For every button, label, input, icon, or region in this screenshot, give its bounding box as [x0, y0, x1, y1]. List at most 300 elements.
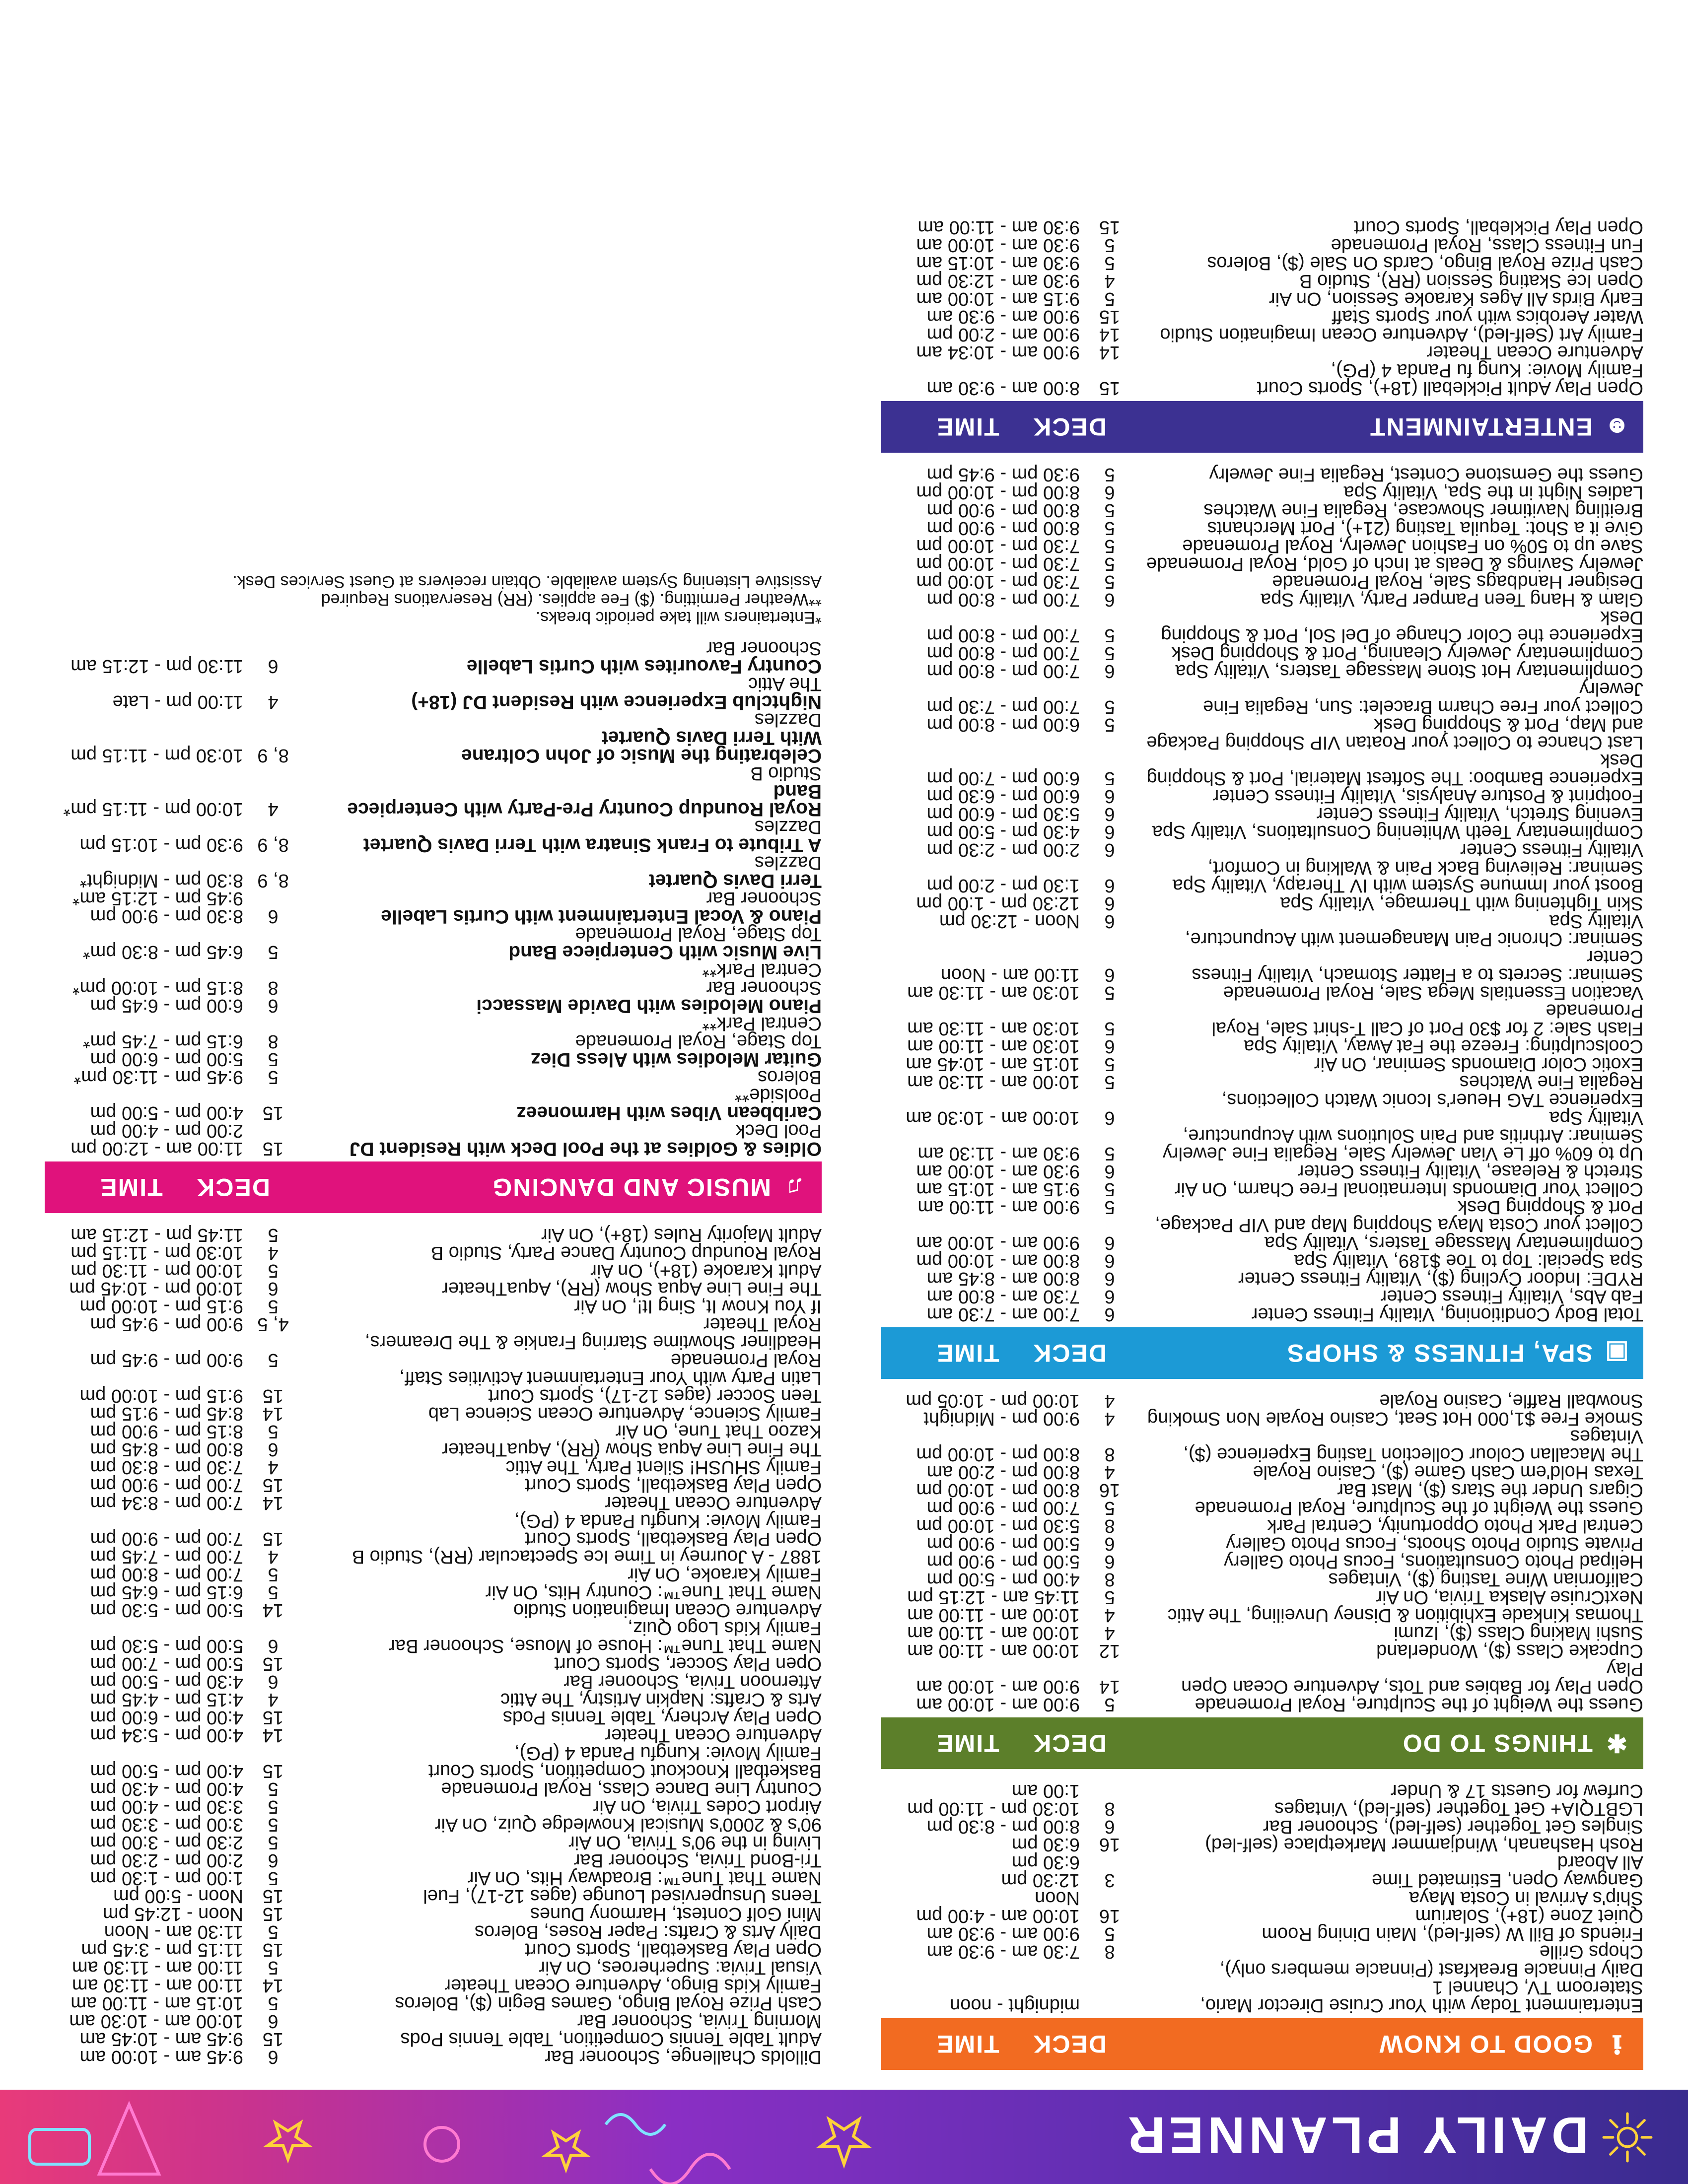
event-time: Noon: [1035, 1888, 1080, 1909]
event-row: [45, 907, 822, 925]
event-time: 10:30 pm - 11:00 pm: [907, 1798, 1080, 1819]
event-name: Save up to 50% on Fashion Jewelry, Royal Promenade: [1182, 536, 1643, 556]
event-name: Celebrating the Music of John Coltrane: [461, 745, 822, 766]
event-name: Living in the 90's Trivia, On Air: [568, 1832, 822, 1853]
event-row: [45, 747, 822, 764]
event-deck: 14: [1099, 1676, 1121, 1697]
section-title: THINGS TO DO: [1402, 1729, 1593, 1757]
event-time: 6:30 pm: [1011, 1834, 1080, 1855]
event-deck: 5: [1104, 714, 1115, 735]
event-row: [45, 1637, 822, 1655]
event-time: 9:45 am - 10:45 am: [79, 2029, 243, 2049]
event-time: 9:30 am - 10:00 am: [916, 1161, 1080, 1182]
event-time: 8:15 pm - 10:00 pm*: [72, 977, 243, 998]
event-name: Family Movie: Kungfu Panda 4 (PG),: [514, 1743, 822, 1764]
event-name: Daily Pinnacle Breakfast (Pinnacle members only),: [1219, 1959, 1643, 1980]
event-time: 9:00 am - 10:00 am: [916, 1676, 1080, 1697]
deck-header: DECK: [1032, 2030, 1107, 2058]
event-row: [881, 1517, 1643, 1535]
event-time: 10:00 pm - 11:30 pm: [70, 1260, 243, 1281]
event-time: Noon - 12:30 pm: [939, 911, 1080, 932]
event-name: Regalia Fine Watches: [1459, 1072, 1643, 1092]
event-time: 7:00 pm - 9:00 pm: [926, 1498, 1080, 1518]
event-name: Royal Roundup Country Dance Party, Studio B: [430, 1242, 822, 1263]
event-deck: 16: [1099, 1906, 1121, 1926]
event-deck: 15: [262, 1475, 284, 1496]
event-row: [45, 872, 822, 889]
event-row: [45, 1297, 822, 1315]
event-time: 5:00 pm - 5:30 pm: [90, 1636, 243, 1656]
event-deck: 6: [1104, 1036, 1115, 1057]
event-name: Cash Prize Royal Bingo, Cards On Sale ($), Boleros: [1207, 253, 1643, 273]
event-row: [881, 1570, 1643, 1588]
event-name: Poolside**: [734, 1085, 822, 1105]
event-name: Adult Majority Rules (18+), On Air: [541, 1225, 822, 1245]
event-time: 7:00 pm - 9:00 pm: [90, 1528, 243, 1549]
footnote: *Entertainers will take periodic breaks.: [535, 608, 822, 627]
event-name: Headliner Showtime Starring Frankie & The Dreamers,: [364, 1332, 822, 1353]
event-row: [881, 1091, 1643, 1109]
event-time: 9:30 am - 10:00 am: [916, 235, 1080, 256]
event-row: [881, 379, 1643, 397]
event-name: Central Park**: [702, 1013, 822, 1034]
event-deck: 6: [268, 1671, 279, 1692]
event-list: [881, 1782, 1643, 2018]
event-deck: 5: [1104, 553, 1115, 574]
event-time: 1:00 am: [1011, 1780, 1080, 1801]
event-row: [881, 1288, 1643, 1305]
event-time: 9:15 pm - 10:00 pm: [79, 1296, 243, 1317]
event-deck: 3: [1104, 1870, 1115, 1891]
event-deck: 6: [268, 906, 279, 927]
event-deck: 5: [1104, 235, 1115, 256]
event-row: [45, 764, 822, 782]
event-row: [881, 501, 1643, 519]
event-name: Quiet Zone (18+), Solarium: [1415, 1906, 1643, 1926]
event-row: [881, 1002, 1643, 1037]
event-deck: 5: [1104, 464, 1115, 485]
event-time: 10:00 am - 4:00 pm: [916, 1906, 1080, 1926]
event-row: [45, 1691, 822, 1708]
event-deck: 6: [1104, 482, 1115, 503]
event-deck: 6: [268, 1850, 279, 1871]
event-deck: 5: [1104, 1498, 1115, 1518]
event-deck: 6: [1104, 1250, 1115, 1271]
event-deck: 5: [1104, 1587, 1115, 1608]
event-time: 9:00 am - 2:00 pm: [926, 324, 1080, 345]
event-name: Adventure Ocean Theater: [605, 1493, 822, 1513]
event-list: [881, 218, 1643, 401]
event-name: Last Chance to Collect your Roatan VIP Shopping Package: [1146, 732, 1643, 753]
event-time: 4:30 pm - 5:00 pm: [926, 821, 1080, 842]
event-name: Seminar: Arthritis and Pain Solutions with Acupuncture,: [1183, 1125, 1643, 1146]
music-note-icon: ♫: [785, 1173, 805, 1201]
event-name: Open Ice Skating Session (RR), Studio B: [1299, 271, 1643, 291]
event-row: [881, 1943, 1643, 1961]
event-deck: 6: [268, 1278, 279, 1299]
event-name: Name That Tune™: Country Hits, On Air: [485, 1582, 822, 1603]
event-time: 2:00 pm - 2:30 pm: [90, 1850, 243, 1871]
event-deck: 6: [1104, 1551, 1115, 1572]
event-name: Latin Party with Your Entertainment Activities Staff,: [399, 1367, 822, 1388]
event-deck: 5: [1104, 1143, 1115, 1164]
event-name: Open Play Basketball, Sports Court: [525, 1939, 822, 1960]
event-deck: 5: [268, 1049, 279, 1070]
event-deck: 8: [1104, 1515, 1115, 1536]
event-row: [881, 1463, 1643, 1481]
event-name: Adult Table Tennis Competition, Table Tennis Pods: [400, 2029, 822, 2049]
section-title: MUSIC AND DANCING: [492, 1173, 771, 1201]
event-time: 4:00 pm - 5:00 pm: [90, 1761, 243, 1781]
event-time: 9:00 pm - 9:45 pm: [90, 1350, 243, 1370]
event-deck: 14: [262, 1493, 284, 1513]
event-deck: 5: [268, 1260, 279, 1281]
event-name: and Map, Port & Shopping Desk: [1374, 714, 1643, 735]
event-time: 4:00 pm - 6:00 pm: [90, 1707, 243, 1728]
event-row: [881, 466, 1643, 483]
deck-header: DECK: [196, 1173, 270, 1201]
section-entertainment: [881, 218, 1643, 453]
event-row: [45, 1851, 822, 1869]
event-name: Cash Prize Royal Bingo, Games Begin ($), Boleros: [395, 1993, 822, 2014]
event-name: Top Stage, Royal Promenade: [575, 1031, 822, 1052]
event-deck: 4: [1104, 271, 1115, 291]
event-deck: 5: [268, 1832, 279, 1853]
footnote: **Weather Permitting. ($) Fee applies. (RR) Reservations Required: [321, 590, 822, 609]
event-name: The Macallan Colour Collection Tasting Experience ($), Vintages: [1183, 1426, 1643, 1465]
event-row: [881, 290, 1643, 308]
event-name: Curfew for Guests 17 & Under: [1391, 1780, 1643, 1801]
event-row: [45, 1244, 822, 1262]
event-time: 7:00 pm - 8:00 pm: [90, 1564, 243, 1585]
event-deck: 4: [1104, 1605, 1115, 1626]
event-time: 8:30 pm - 9:00 pm: [90, 906, 243, 927]
event-time: 7:00 pm - 8:34 pm: [90, 1493, 243, 1513]
event-row: [45, 2048, 822, 2066]
event-deck: 5: [1104, 1923, 1115, 1944]
event-deck: 8: [1104, 1941, 1115, 1962]
event-time: 7:30 pm - 10:00 pm: [916, 536, 1080, 556]
event-row: [881, 805, 1643, 823]
event-time: 9:00 am - 9:30 am: [926, 1923, 1080, 1944]
event-time: 6:00 pm - 6:30 pm: [926, 786, 1080, 807]
event-deck: 16: [1099, 1834, 1121, 1855]
event-deck: 5: [1104, 982, 1115, 1003]
event-time: 11:00 pm - Late: [112, 691, 243, 712]
event-deck: 8: [1104, 1569, 1115, 1590]
event-name: Live Music with Centerpiece Band: [508, 942, 822, 963]
event-name: Central Park Photo Opportunity, Central Park: [1267, 1515, 1643, 1536]
event-row: [881, 483, 1643, 501]
section-good-to-know: [881, 1782, 1643, 2070]
event-deck: 6: [1104, 839, 1115, 860]
event-row: [45, 1262, 822, 1280]
event-name: Boleros: [758, 1067, 822, 1088]
shopping-bag-icon: ▣: [1604, 1339, 1629, 1367]
event-time: 11:00 am - 11:30 am: [71, 1957, 243, 1978]
event-row: [881, 1996, 1643, 2014]
event-row: [881, 591, 1643, 609]
event-row: [45, 889, 822, 907]
event-row: [881, 1073, 1643, 1091]
event-name: Complimentary Teeth Whitening Consultations, Vitality Spa: [1152, 821, 1643, 842]
event-deck: 5: [268, 1564, 279, 1585]
event-name: Gangway Open, Estimated Time: [1371, 1870, 1643, 1891]
event-name: Tri-Bond Trivia, Schooner Bar: [573, 1850, 822, 1871]
event-time: 10:30 pm - 11:15 pm: [70, 1242, 243, 1263]
event-name: Stretch & Release, Vitality Fitness Center: [1297, 1161, 1643, 1182]
event-name: Spa Special: Top to Toe $189, Vitality Spa: [1294, 1250, 1643, 1271]
event-row: [45, 1032, 822, 1050]
section-header: [881, 1717, 1643, 1769]
event-row: [881, 1162, 1643, 1180]
event-row: [881, 1499, 1643, 1517]
event-time: 8:00 pm - 9:00 pm: [926, 518, 1080, 539]
event-row: [881, 1889, 1643, 1907]
event-deck: 5: [268, 1796, 279, 1817]
event-row: [881, 912, 1643, 930]
event-row: [881, 573, 1643, 591]
event-deck: 5: [1104, 1072, 1115, 1092]
event-time: 7:00 pm - 8:00 pm: [926, 643, 1080, 664]
event-deck: 5: [268, 1296, 279, 1317]
event-deck: 5: [1104, 518, 1115, 539]
event-name: Water Aerobics with your Sports Staff: [1332, 306, 1643, 327]
event-name: With Terri Davis Quartet: [601, 727, 822, 749]
event-name: Pool Deck: [735, 1120, 822, 1141]
event-time: 10:30 pm - 11:15 pm: [70, 745, 243, 766]
event-time: 5:00 pm - 6:00 pm: [90, 1049, 243, 1070]
event-name: Ladies Night in the Spa, Vitality Spa: [1343, 482, 1643, 503]
event-deck: 6: [1104, 1286, 1115, 1307]
event-row: [881, 361, 1643, 379]
event-name: Seminar: Chronic Pain Management with Acupuncture,: [1185, 929, 1643, 950]
event-time: 7:30 pm - 10:00 pm: [916, 571, 1080, 592]
event-name: Kazoo That Tune, On Air: [615, 1421, 822, 1442]
event-deck: 6: [1104, 1304, 1115, 1325]
event-row: [45, 657, 822, 675]
event-deck: 6: [1104, 821, 1115, 842]
event-name: Adventure Ocean Theater: [1426, 342, 1643, 363]
event-row: [881, 326, 1643, 343]
event-deck: 5: [1104, 1054, 1115, 1075]
event-row: [881, 1481, 1643, 1499]
event-name: Open Play for Babies and Tots, Adventure Ocean Open Play: [1181, 1658, 1643, 1697]
event-time: 11:00 am - 11:30 am: [71, 1975, 243, 1996]
sun-icon: [1602, 2112, 1653, 2163]
event-time: 8:00 pm - 8:30 pm: [926, 1816, 1080, 1837]
event-row: [45, 1068, 822, 1086]
event-row: [45, 1015, 822, 1032]
event-name: Friends of Bill W (self-led), Main Dining Room: [1262, 1923, 1643, 1944]
event-time: 7:30 pm - 8:30 pm: [90, 1457, 243, 1478]
event-deck: 15: [262, 1385, 284, 1406]
event-name: Arts & Crafts: Napkin Artistry, The Attic: [500, 1689, 822, 1710]
event-name: Experience Bamboo: The Softest Material, Port & Shopping Desk: [1146, 750, 1643, 789]
event-name: RYDE: Indoor Cycling ($), Vitality Fitness Center: [1238, 1268, 1643, 1289]
event-time: 7:00 pm - 7:45 pm: [90, 1546, 243, 1567]
event-row: [45, 1315, 822, 1333]
event-row: [45, 1494, 822, 1512]
event-row: [881, 1270, 1643, 1288]
event-name: Family Science, Adventure Ocean Science Lab: [428, 1403, 822, 1424]
event-name: Complimentary Massage Tasters, Vitality Spa: [1264, 1232, 1643, 1253]
event-row: [881, 1410, 1643, 1428]
section-things-to-do: [881, 1392, 1643, 1769]
event-deck: 6: [268, 995, 279, 1016]
event-name: The Attic: [748, 674, 822, 694]
event-row: [45, 818, 822, 836]
event-name: Open Play Basketball, Sports Court: [525, 1528, 822, 1549]
event-name: Texas Hold'em Cash Game ($), Casino Royale: [1253, 1462, 1643, 1483]
event-row: [881, 1234, 1643, 1252]
event-time: 10:00 am - 11:00 am: [907, 1623, 1080, 1643]
event-row: [45, 1816, 822, 1834]
event-deck: 14: [262, 1725, 284, 1746]
event-time: 9:00 am - 10:34 am: [916, 342, 1080, 363]
event-deck: 6: [1104, 1533, 1115, 1554]
event-time: 9:45 pm - 12:15 am*: [72, 888, 243, 909]
event-time: 9:00 pm - Midnight: [923, 1408, 1080, 1429]
event-deck: 8: [1104, 1444, 1115, 1465]
event-deck: 8: [1104, 1798, 1115, 1819]
event-row: [881, 1392, 1643, 1410]
event-name: Glam & Hang Teen Pamper Party, Vitality Spa: [1261, 589, 1643, 610]
event-row: [45, 711, 822, 729]
event-row: [45, 1122, 822, 1140]
event-name: Mini Golf Contest, Harmony Dunes: [530, 1904, 822, 1924]
event-row: [881, 1818, 1643, 1836]
event-name: Thomas Kinkade Exhibition & Disney Unveiling, The Attic: [1167, 1605, 1643, 1626]
event-time: 1:30 pm - 2:00 pm: [926, 875, 1080, 896]
event-name: All Aboard: [1557, 1852, 1643, 1873]
event-time: 9:45 pm - 11:30 pm*: [73, 1067, 243, 1088]
event-deck: 6: [1104, 911, 1115, 932]
event-time: 4:00 pm - 5:00 pm: [926, 1569, 1080, 1590]
event-name: Vacation Essentials Mega Sale, Royal Promenade: [1223, 982, 1643, 1003]
event-row: [45, 1280, 822, 1297]
event-name: Fab Abs, Vitality Fitness Center: [1380, 1286, 1643, 1307]
event-name: Guitar Melodies with Aless Diez: [531, 1049, 822, 1070]
event-name: Name That Tune™: House of Mouse, Schooner Bar: [389, 1636, 822, 1656]
event-name: Rosh Hashanah, Windjammer Marketplace (self-led): [1205, 1834, 1643, 1855]
event-name: Family Kids Logo Quiz,: [628, 1618, 822, 1638]
event-name: Footprint & Posture Analysis, Vitality Fitness Center: [1212, 786, 1643, 807]
event-name: Helipad Photo Consultations, Focus Photo Gallery: [1224, 1551, 1643, 1572]
event-deck: 5: [268, 1225, 279, 1245]
event-deck: 6: [1104, 804, 1115, 824]
event-deck: 15: [262, 1653, 284, 1674]
event-deck: 5: [1104, 696, 1115, 717]
event-time: 9:30 am - 10:15 am: [916, 253, 1080, 273]
event-name: Visual Trivia: Superheroes, On Air: [539, 1957, 822, 1978]
event-name: Evening Stretch, Vitality Fitness Center: [1316, 804, 1643, 824]
event-time: 7:30 am - 8:00 am: [926, 1286, 1080, 1307]
event-row: [881, 272, 1643, 290]
event-time: 8:15 pm - 9:00 pm: [90, 1421, 243, 1442]
event-deck: 16: [1099, 1480, 1121, 1501]
section-header: [881, 2018, 1643, 2070]
sparkle-icon: ✱: [1606, 1729, 1627, 1757]
event-name: Collect your Free Charm Bracelet: Sun, Regalia Fine Jewelry: [1202, 679, 1643, 717]
event-time: 8:00 am - 9:30 am: [926, 378, 1080, 399]
event-row: [45, 1959, 822, 1977]
event-row: [45, 1619, 822, 1637]
event-row: [45, 2012, 822, 2030]
event-time: 10:30 am - 11:30 am: [907, 1018, 1080, 1039]
event-row: [45, 1476, 822, 1494]
event-row: [881, 1606, 1643, 1624]
event-row: [45, 1994, 822, 2012]
event-deck: 6: [1104, 1107, 1115, 1128]
section-music-and-dancing: [45, 639, 822, 1213]
event-time: 7:00 pm - 9:00 pm: [90, 1475, 243, 1496]
event-row: [881, 1588, 1643, 1606]
event-name: Guess the Weight of the Sculpture, Royal Promenade: [1195, 1498, 1643, 1518]
event-row: [45, 1104, 822, 1122]
event-name: Teen Soccer (ages 12-17), Sports Court: [488, 1385, 822, 1406]
event-name: Royal Theater: [703, 1314, 822, 1335]
event-time: 9:00 pm - 9:45 pm: [90, 1314, 243, 1335]
event-row: [881, 236, 1643, 254]
event-deck: 14: [1099, 324, 1121, 345]
event-row: [45, 1530, 822, 1548]
event-time: 4:00 pm - 5:00 pm: [90, 1102, 243, 1123]
event-list: [881, 1392, 1643, 1717]
event-name: Adventure Ocean Imagination Studio: [513, 1600, 822, 1621]
event-name: Skin Tightening with Thermage, Vitality Spa: [1280, 893, 1643, 914]
event-name: Jewelry Savings & Deals at Inch of Gold, Royal Promenade: [1146, 553, 1643, 574]
event-row: [45, 1977, 822, 1994]
event-deck: 8: [268, 1031, 279, 1052]
event-row: [881, 1782, 1643, 1800]
event-name: Coolsculpting: Freeze the Fat Away, Vitality Spa: [1244, 1036, 1643, 1057]
event-deck: 15: [262, 1138, 284, 1159]
event-time: 2:00 pm - 4:00 pm: [90, 1120, 243, 1141]
event-name: Family Movie: Kungfu Panda 4 (PG),: [514, 1510, 822, 1531]
event-name: Open Play Basketball, Sports Court: [525, 1475, 822, 1496]
event-deck: 6: [1104, 1268, 1115, 1289]
event-name: If You Know It, Sing It!, On Air: [574, 1296, 822, 1317]
event-row: [45, 1673, 822, 1691]
event-name: Chops Grille: [1539, 1941, 1643, 1962]
event-deck: 4: [1104, 1623, 1115, 1643]
event-name: Collect Your Diamonds International Free Charm, On Air: [1174, 1179, 1643, 1200]
event-time: 7:00 pm - 8:00 pm: [926, 589, 1080, 610]
event-deck: 4: [268, 1689, 279, 1710]
event-row: [45, 854, 822, 872]
event-deck: 8, 9: [257, 870, 289, 891]
event-row: [881, 555, 1643, 573]
event-name: Californian Wine Tasting ($), Vintages: [1328, 1569, 1643, 1590]
event-name: Family Art (Self-led), Adventure Ocean Imagination Studio: [1160, 324, 1643, 345]
event-time: 10:30 am - 11:00 am: [907, 1036, 1080, 1057]
event-name: Open Play Soccer, Sports Court: [554, 1653, 822, 1674]
event-name: Nightclub Experience with Resident DJ (18+): [411, 691, 822, 713]
event-name: Guess the Weight of the Sculpture, Royal Promenade: [1195, 1694, 1643, 1715]
event-row: [881, 609, 1643, 644]
event-deck: 5: [268, 1921, 279, 1942]
event-time: 5:30 pm - 10:00 pm: [916, 1515, 1080, 1536]
event-time: 10:15 am - 11:00 am: [70, 1993, 243, 2014]
event-deck: 15: [1099, 378, 1121, 399]
event-row: [881, 823, 1643, 841]
event-row: [45, 1548, 822, 1566]
event-time: 2:00 pm - 2:30 pm: [926, 839, 1080, 860]
event-row: [881, 841, 1643, 859]
event-time: 10:00 am - 11:30 am: [907, 1072, 1080, 1092]
event-name: Exotic Color Diamonds Seminar, On Air: [1314, 1054, 1643, 1075]
